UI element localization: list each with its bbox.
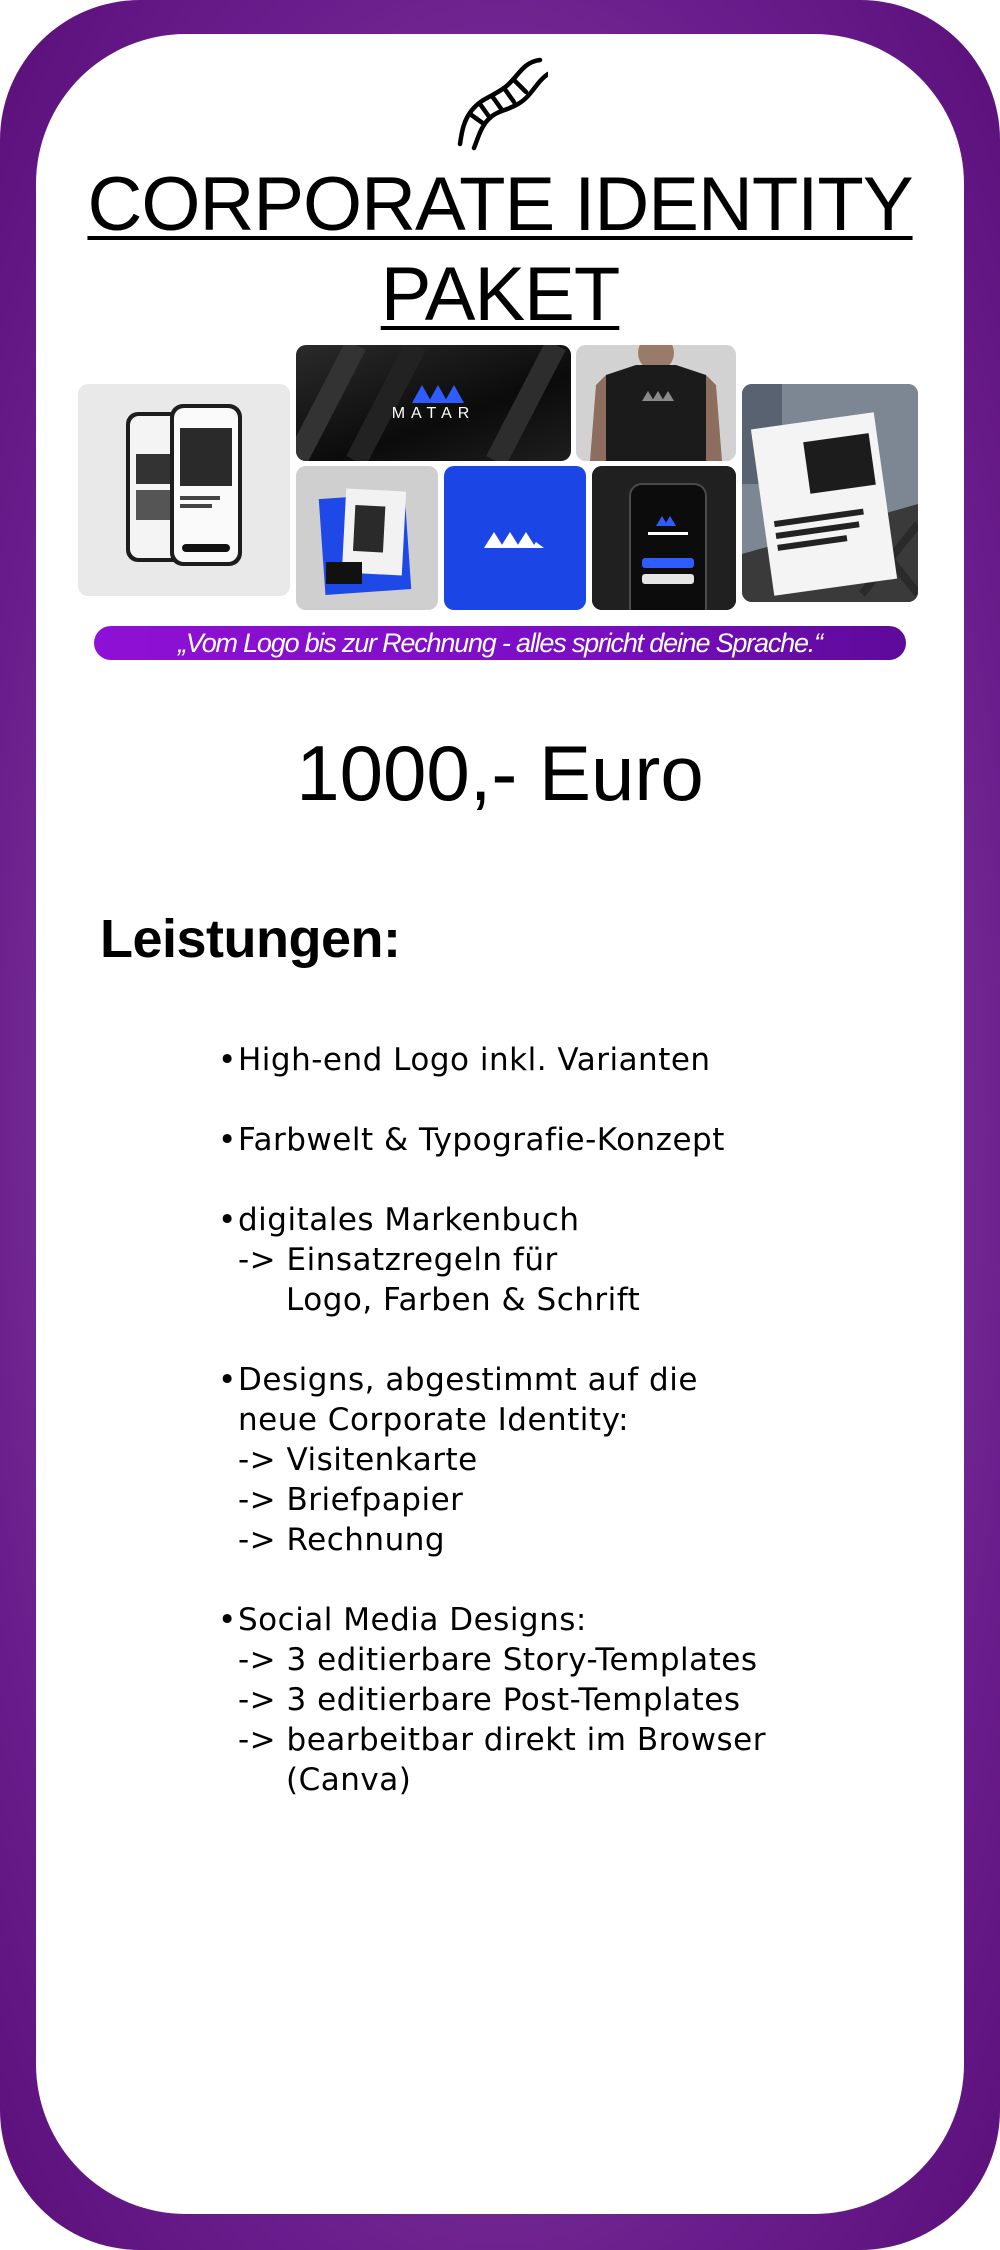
service-item bbox=[218, 1120, 858, 1160]
service-line: Farbwelt & Typografie-Konzept bbox=[238, 1122, 725, 1158]
service-item bbox=[218, 1040, 858, 1080]
bullet-icon: • bbox=[218, 1042, 237, 1078]
brand-name-label: MATAR bbox=[391, 405, 476, 422]
mockup-matar-logo-image bbox=[296, 345, 571, 461]
service-line: Social Media Designs: bbox=[238, 1602, 587, 1638]
page-title-line2: PAKET bbox=[380, 252, 620, 337]
bullet-icon: • bbox=[218, 1602, 237, 1638]
service-line: High-end Logo inkl. Varianten bbox=[238, 1042, 711, 1078]
service-item bbox=[218, 1600, 858, 1800]
service-subline: (Canva) bbox=[286, 1762, 412, 1798]
bullet-icon: • bbox=[218, 1122, 237, 1158]
mockup-tshirt-image bbox=[576, 345, 736, 461]
mockup-stationery-image bbox=[296, 466, 438, 610]
service-line: digitales Markenbuch bbox=[238, 1202, 580, 1238]
service-subline: -> Visitenkarte bbox=[238, 1442, 478, 1478]
mockup-billboard-image bbox=[742, 384, 918, 602]
page-title: CORPORATE IDENTITY bbox=[87, 162, 913, 247]
service-item bbox=[218, 1200, 858, 1320]
dna-icon bbox=[452, 52, 548, 152]
tagline-text: „Vom Logo bis zur Rechnung - alles spricht deine Sprache.“ bbox=[178, 628, 822, 658]
service-subline: -> Rechnung bbox=[238, 1522, 446, 1558]
bullet-icon: • bbox=[218, 1202, 237, 1238]
price-label: 1000,- Euro bbox=[296, 729, 704, 817]
service-subline: -> 3 editierbare Story-Templates bbox=[238, 1642, 758, 1678]
mockup-phones-image bbox=[78, 384, 290, 596]
services-list bbox=[218, 1040, 858, 1840]
service-item bbox=[218, 1360, 858, 1560]
service-subline: -> 3 editierbare Post-Templates bbox=[238, 1682, 741, 1718]
bullet-icon: • bbox=[218, 1362, 237, 1398]
service-subline: -> Einsatzregeln für bbox=[238, 1242, 558, 1278]
service-subline: -> bearbeitbar direkt im Browser bbox=[238, 1722, 766, 1758]
service-subline: neue Corporate Identity: bbox=[238, 1402, 630, 1438]
mockup-phone-app-image bbox=[592, 466, 736, 610]
service-subline: -> Briefpapier bbox=[238, 1482, 464, 1518]
service-subline: Logo, Farben & Schrift bbox=[286, 1282, 641, 1318]
mockup-blue-logo-image bbox=[444, 466, 586, 610]
service-line: Designs, abgestimmt auf die bbox=[238, 1362, 698, 1398]
services-heading: Leistungen: bbox=[100, 909, 401, 969]
